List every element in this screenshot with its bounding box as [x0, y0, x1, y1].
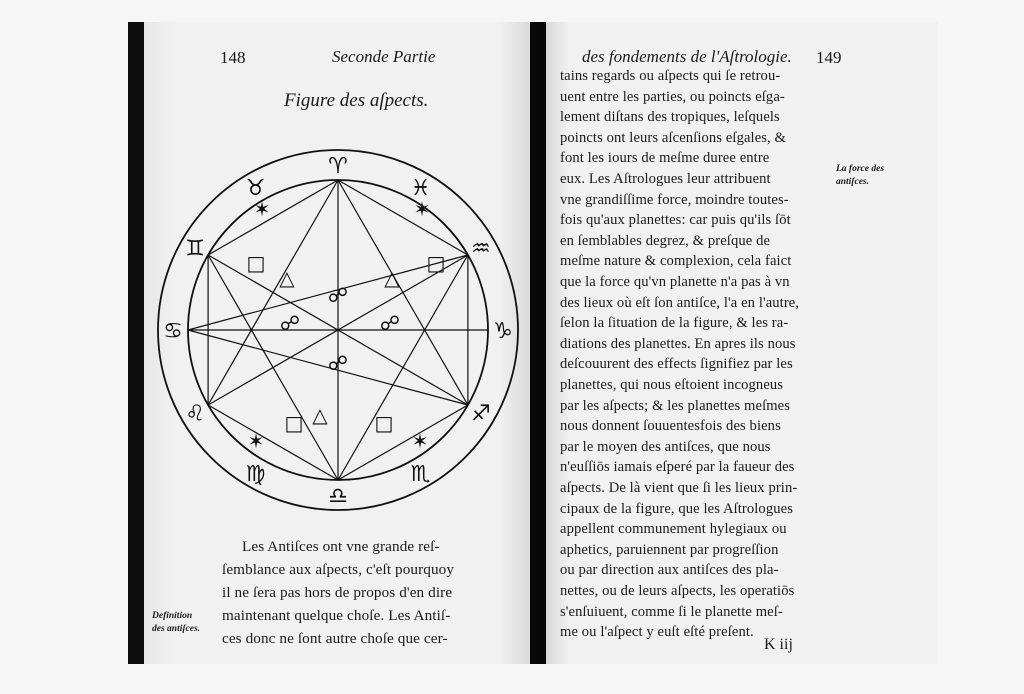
text-line: que la force qu'vn planette n'a pas à vn [560, 274, 790, 290]
margin-note-line: antiſces. [836, 177, 869, 187]
text-line: fois qu'aux planettes: car puis qu'ils ſōt [560, 212, 791, 229]
zodiac-sign-icon: ♊ [185, 236, 205, 262]
zodiac-sign-icon: ♋ [163, 319, 183, 344]
text-line: cipaux de la figure, que les Aſtrologues [560, 500, 793, 517]
text-line: planettes, qui nous eſtoient incogneus [560, 377, 784, 393]
signature-mark: K iij [764, 636, 793, 653]
aspect-line [338, 405, 468, 480]
text-line: il ne ſera pas hors de propos d'en dire [222, 584, 453, 601]
zodiac-sign-icon: ♐ [471, 401, 491, 427]
aspect-symbol-icon: △ [312, 403, 328, 427]
aspect-symbol-icon: ✶ [247, 429, 265, 453]
text-line: nettes, ou de leurs aſpects, les operatiōs [560, 583, 795, 599]
zodiac-sign-icon: ♒ [471, 236, 491, 262]
zodiac-sign-icon: ♉ [245, 176, 266, 202]
page-number: 148 [220, 48, 246, 67]
text-line: en ſemblables degrez, & preſque de [560, 232, 771, 249]
text-line: aſpects. De là vient que ſi les lieux prin- [560, 480, 798, 496]
aspect-symbol-icon: ✶ [253, 197, 271, 221]
zodiac-sign-icon: ♌ [185, 401, 205, 427]
margin-note [836, 163, 884, 189]
text-line: Les Antiſces ont vne grande reſ- [242, 538, 440, 555]
text-line: ſemblance aux aſpects, c'eſt pourquoy [222, 561, 455, 578]
aspect-symbol-icon: ☍ [279, 311, 301, 335]
aspect-symbol-icon: ☍ [379, 311, 401, 335]
zodiac-sign-icon: ♏ [410, 461, 431, 487]
aspect-symbol-icon: □ [284, 411, 304, 435]
text-line: eux. Les Aſtrologues leur attribuent [560, 171, 771, 187]
zodiac-sign-icon: ♎ [328, 484, 348, 509]
text-line: appellent communement hylegiaux ou [560, 521, 787, 538]
text-line: lement diſtans des tropiques, leſquels [560, 109, 780, 126]
text-line: nous donnent ſouuentesfois des biens [560, 418, 781, 435]
text-line: aphetics, paruiennent par progreſſion [560, 541, 779, 558]
text-line: font les iours de meſme duree entre [560, 150, 770, 167]
text-line: par le moyen des antiſces, que nous [560, 438, 771, 455]
running-head: Seconde Partie [332, 47, 436, 66]
margin-note-line: Definition [152, 611, 193, 621]
text-line: vne grandiſſime force, moindre toutes- [560, 191, 789, 208]
zodiac-sign-icon: ♍ [245, 461, 266, 487]
text-line: diations des planettes. En apres ils nous [560, 335, 796, 352]
text-line: maintenant quelque choſe. Les Antiſ- [222, 607, 451, 624]
aspect-symbol-icon: ☍ [327, 283, 349, 307]
aspect-symbol-icon: △ [279, 266, 295, 290]
margin-note-line: des antiſces. [152, 624, 201, 634]
aspect-symbol-icon: ✶ [411, 429, 429, 453]
open-book [128, 22, 938, 664]
text-line: n'euſſiōs iamais eſperé par la faueur des [560, 459, 795, 476]
aspect-symbol-icon: △ [384, 266, 400, 290]
aspect-symbol-icon: ☍ [327, 351, 349, 375]
book-gutter [530, 22, 546, 664]
aspect-symbol-icon: □ [246, 251, 266, 275]
text-line: meſme nature & complexion, cela faict [560, 253, 792, 270]
text-line: s'enſuiuent, comme ſi le planette meſ- [560, 603, 783, 620]
text-line: des lieux où eſt ſon antiſce, l'a en l'autre, [560, 294, 800, 311]
zodiac-sign-icon: ♑ [493, 319, 513, 344]
text-line: uent entre les parties, ou poincts eſga- [560, 88, 785, 105]
running-head: des fondements de l'Aſtrologie. [582, 47, 792, 66]
text-line: me ou l'aſpect y euſt eſté preſent. [560, 624, 754, 641]
text-line: par les aſpects; & les planettes meſmes [560, 397, 791, 414]
margin-note [152, 610, 200, 636]
text-line: ou par direction aux antiſces des pla- [560, 562, 779, 579]
figure-title: Figure des aſpects. [284, 90, 429, 111]
right-page [546, 22, 938, 664]
text-line: ſelon la ſituation de la figure, & les ra- [560, 315, 789, 332]
aspect-line [208, 180, 338, 255]
aspect-symbol-icon: ✶ [413, 197, 431, 221]
left-page [144, 22, 530, 664]
aspect-line [338, 180, 468, 255]
margin-note-line: La force des [836, 164, 885, 174]
text-line: deſcouurent des effects ſignifiez par les [560, 356, 793, 373]
page-number: 149 [816, 48, 842, 67]
aspect-symbol-icon: □ [426, 251, 446, 275]
text-line: tains regards ou aſpects qui ſe retrou- [560, 68, 781, 84]
text-line: poincts ont leurs aſcenſions eſgales, & [560, 129, 786, 146]
text-line: ces donc ne ſont autre choſe que cer- [222, 630, 448, 647]
zodiac-sign-icon: ♓ [410, 176, 431, 202]
aspect-symbol-icon: □ [374, 411, 394, 435]
zodiac-sign-icon: ♈ [328, 154, 348, 179]
